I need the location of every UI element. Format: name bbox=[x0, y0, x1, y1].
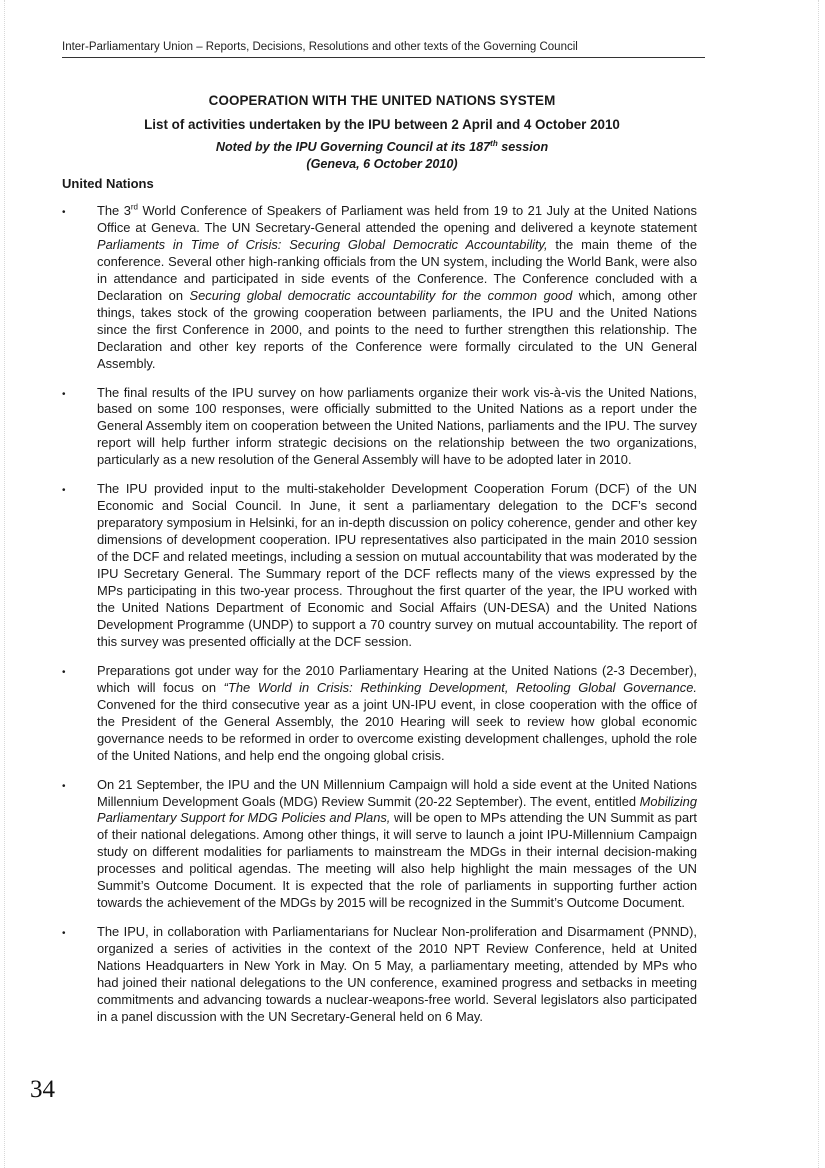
list-item bbox=[62, 777, 697, 913]
item-text: World Conference of Speakers of Parliament was held from 19 to 21 July at the United Nations Office at Geneva. The UN Secretary-General attended the opening and delivered a keynote statement bbox=[97, 203, 697, 235]
bullet-icon: • bbox=[62, 485, 66, 497]
venue-date: (Geneva, 6 October 2010) bbox=[306, 157, 458, 171]
bullet-icon: • bbox=[62, 207, 66, 218]
item-text: Preparations got under way for the 2010 Parliamentary Hearing at the United Nations (2-3 December), which will focus on bbox=[97, 662, 697, 695]
list-item bbox=[62, 481, 697, 651]
list-item bbox=[62, 203, 697, 373]
bullet-icon: • bbox=[62, 666, 66, 678]
item-text: the main theme of the conference. Several other high-ranking officials from the UN system, including the World Bank, were also in attendance and participated in side events of the Conference. The Conference concluded with a Declaration on bbox=[97, 236, 697, 303]
running-header: Inter-Parliamentary Union – Reports, Decisions, Resolutions and other texts of the Governing Council bbox=[62, 40, 705, 58]
item-text: which, among other things, takes stock of the growing cooperation between parliaments, the IPU and the United Nations since the first Conference in 2000, and points to the need to further strengthen this relationship. The Declaration and other key reports of the Conference were formally circulated to the UN General Assembly. bbox=[97, 287, 697, 371]
bullet-icon: • bbox=[62, 780, 66, 792]
document-subtitle: List of activities undertaken by the IPU between 2 April and 4 October 2010 bbox=[144, 117, 620, 132]
list-item bbox=[62, 924, 697, 1026]
item-text: Convened for the third consecutive year as a joint UN-IPU event, in close cooperation with the office of the President of the General Assembly, the 2010 Hearing will seek to review how global economic governance needs to be reformed in order to overcome existing development challenges, uphold the role of the United Nations, and help end the ongoing global crisis. bbox=[97, 696, 697, 763]
list-item bbox=[62, 663, 697, 765]
item-text: On 21 September, the IPU and the UN Millennium Campaign will hold a side event at the United Nations Millennium Development Goals (MDG) Review Summit (20-22 September). The event, entitled bbox=[97, 776, 697, 809]
item-text: will be open to MPs attending the UN Summit as part of their national delegations. Among other things, it will serve to launch a joint IPU-Millennium Campaign study on different modalities for parliaments to mainstream the MDGs in their internal decision-making processes and political agendas. The meeting will also help highlight the main messages of the UN Summit’s Outcome Document. It is expected that the role of parliaments in supporting further action towards the achievement of the MDGs by 2015 will be recognized in the Summit’s Outcome Document. bbox=[97, 810, 697, 911]
noted-by-tail: session bbox=[497, 140, 549, 154]
bullet-icon: • bbox=[62, 928, 66, 940]
list-item bbox=[62, 385, 697, 470]
item-italic-title: Securing global democratic accountability for the common good bbox=[189, 287, 573, 303]
item-superscript: rd bbox=[130, 202, 138, 212]
noted-by-superscript: th bbox=[490, 138, 498, 148]
item-italic-title: Mobilizing Parliamentary Support for MDG Policies and Plans, bbox=[97, 793, 697, 826]
bullet-icon: • bbox=[62, 388, 66, 400]
page-number: 34 bbox=[30, 1076, 55, 1103]
item-text: The IPU provided input to the multi-stakeholder Development Cooperation Forum (DCF) of the UN Economic and Social Council. In June, it sent a parliamentary delegation to the DCF’s second preparatory symposium in Helsinki, for an in-depth discussion on policy coherence, gender and other key dimensions of development cooperation. IPU representatives also participated in the main 2010 session of the DCF and related meetings, including a session on mutual accountability that was moderated by the IPU Secretary General. The Summary report of the DCF reflects many of the views expressed by the MPs participating in this two-year process. Throughout the first quarter of the year, the IPU worked with the United Nations Department of Economic and Social Affairs (UN-DESA) and the United Nations Development Programme (UNDP) to support a 70 country survey on mutual accountability. The report of this survey was presented officially at the DCF session. bbox=[97, 481, 697, 649]
noted-by-line bbox=[62, 139, 702, 156]
section-heading: United Nations bbox=[62, 176, 154, 191]
document-title: COOPERATION WITH THE UNITED NATIONS SYSTEM bbox=[208, 93, 556, 108]
item-text: The 3 bbox=[97, 203, 131, 218]
scan-edge-divider bbox=[818, 0, 819, 1168]
title-block bbox=[62, 92, 702, 173]
noted-by-text: Noted by the IPU Governing Council at its 187 bbox=[215, 140, 491, 154]
item-italic-title: Parliaments in Time of Crisis: Securing Global Democratic Accountability, bbox=[97, 236, 548, 252]
item-text: The IPU, in collaboration with Parliamentarians for Nuclear Non-proliferation and Disarmament (PNND), organized a series of activities in the context of the 2010 NPT Review Conference, held at United Nations Headquarters in New York in May. On 5 May, a parliamentary meeting, attended by MPs who had joined their national delegations to the UN conference, examined progress and setbacks in meeting commitments and advancing towards a nuclear-weapons-free world. Several legislators also participated in a panel discussion with the UN Secretary-General held on 6 May. bbox=[97, 924, 697, 1024]
scan-edge-divider bbox=[4, 0, 5, 1168]
activities-list bbox=[62, 203, 697, 1038]
item-italic-title: “The World in Crisis: Rethinking Development, Retooling Global Governance. bbox=[223, 679, 697, 695]
item-text: The final results of the IPU survey on how parliaments organize their work vis-à-vis the United Nations, based on some 100 responses, were officially submitted to the United Nations as a report under the General Assembly item on cooperation between the United Nations, parliaments and the IPU. The survey report will help further inform strategic decisions on the relationship between the two organizations, particularly as a new resolution of the General Assembly will have to be adopted later in 2010. bbox=[97, 384, 697, 468]
